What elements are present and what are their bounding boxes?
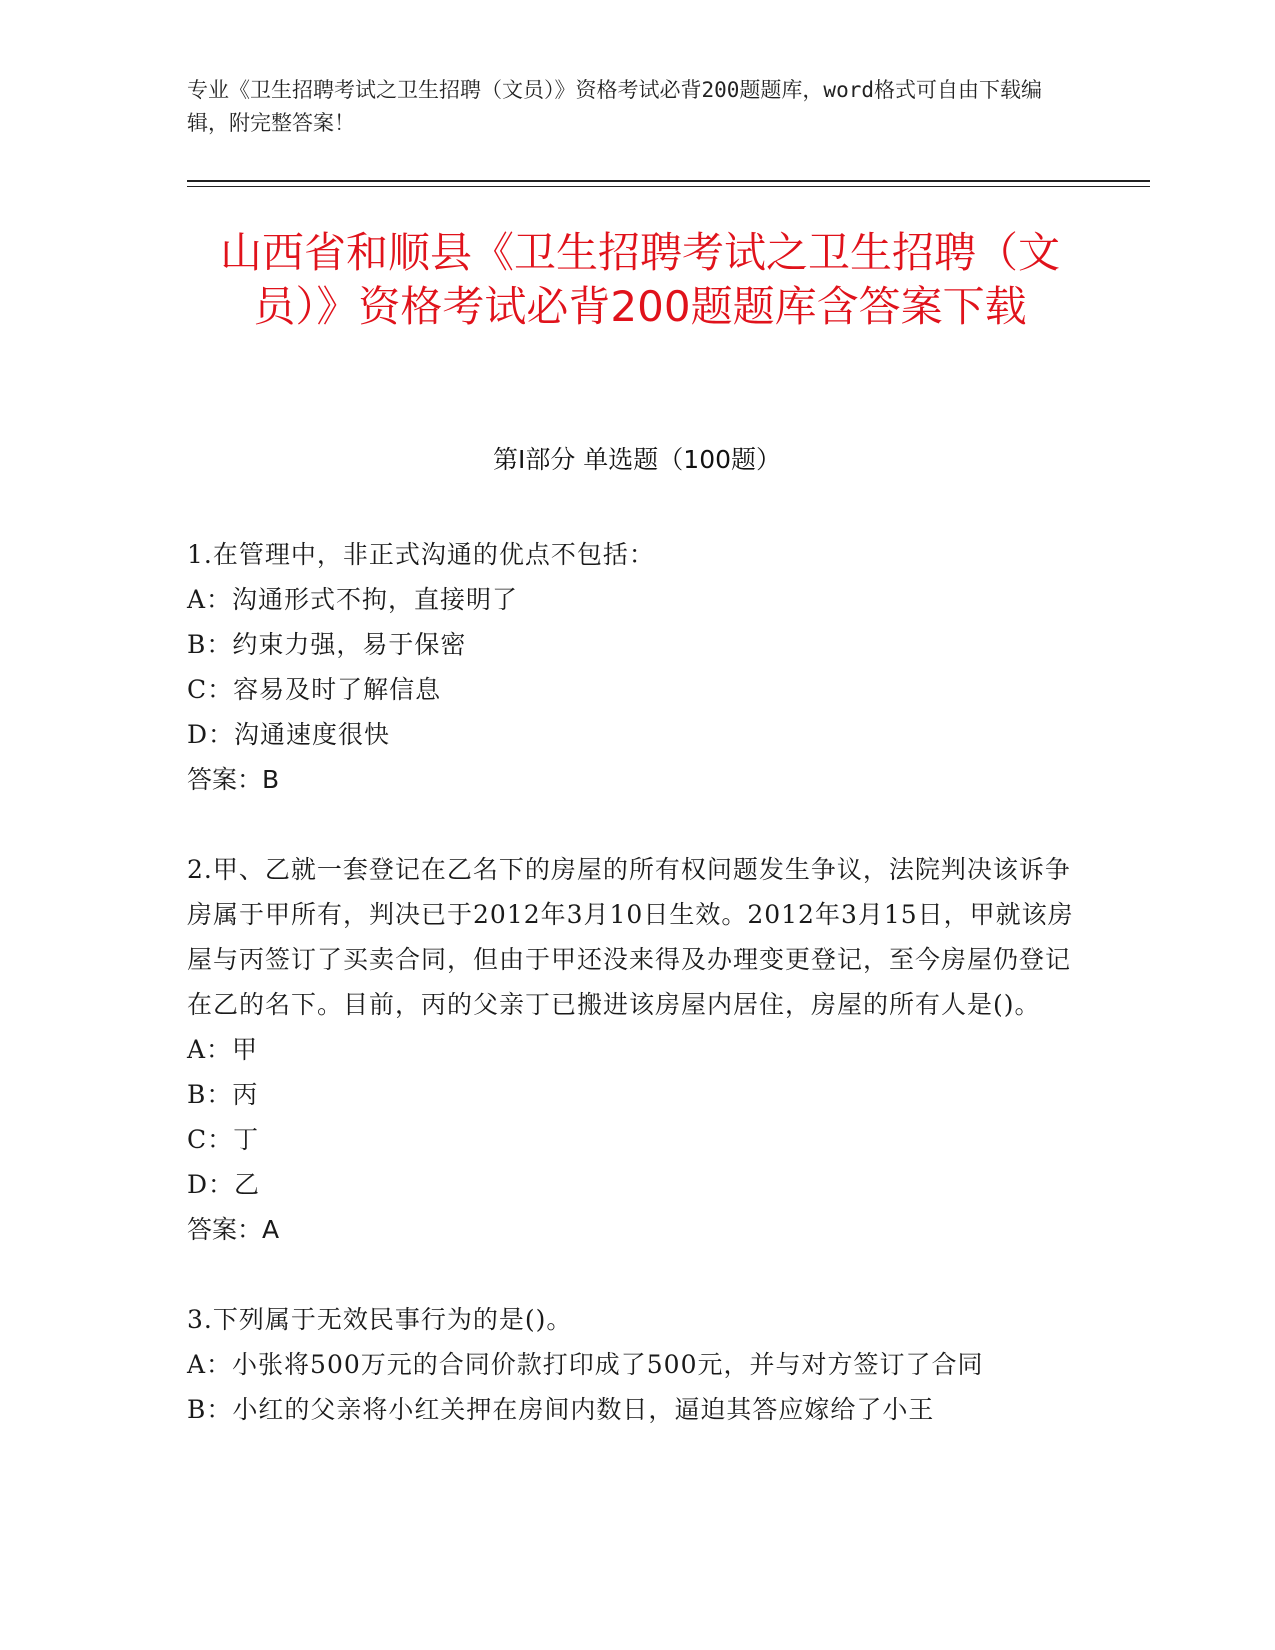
answer: 答案：B: [187, 765, 280, 794]
question-stem: 2.甲、乙就一套登记在乙名下的房屋的所有权问题发生争议，法院判决该诉争房属于甲所有，判决已于2012年3月10日生效。2012年3月15日，甲就该房屋与丙签订了买卖合同，但由于甲还没来得及办理变更登记，至今房屋仍登记在乙的名下。目前，丙的父亲丁已搬进该房屋内居住，房屋的所有人是()。: [187, 855, 1074, 1019]
header-rule-thick: [187, 180, 1150, 182]
option-b: B：丙: [187, 1080, 259, 1109]
question-2: [187, 847, 1087, 1252]
question-1: [187, 532, 1087, 802]
header-rule-thin: [187, 186, 1150, 187]
option-a: A：小张将500万元的合同价款打印成了500元，并与对方签订了合同: [187, 1350, 984, 1379]
section-heading: 第Ⅰ部分 单选题（100题）: [492, 445, 782, 474]
question-list: [187, 532, 1087, 1477]
option-c: C：丁: [187, 1125, 260, 1154]
answer: 答案：A: [187, 1215, 280, 1244]
option-d: D：沟通速度很快: [187, 720, 391, 749]
question-stem: 1.在管理中，非正式沟通的优点不包括：: [187, 540, 655, 569]
question-stem: 3.下列属于无效民事行为的是()。: [187, 1305, 573, 1334]
option-a: A：甲: [187, 1035, 259, 1064]
option-a: A：沟通形式不拘，直接明了: [187, 585, 519, 614]
header-note: 专业《卫生招聘考试之卫生招聘（文员）》资格考试必背200题题库，word格式可自由下载编辑，附完整答案！: [187, 78, 1042, 135]
option-d: D：乙: [187, 1170, 261, 1199]
option-b: B：小红的父亲将小红关押在房间内数日，逼迫其答应嫁给了小王: [187, 1395, 935, 1424]
option-c: C：容易及时了解信息: [187, 675, 442, 704]
option-b: B：约束力强，易于保密: [187, 630, 467, 659]
document-title: 山西省和顺县《卫生招聘考试之卫生招聘（文员）》资格考试必背200题题库含答案下载: [219, 228, 1060, 331]
question-3: [187, 1297, 1087, 1432]
